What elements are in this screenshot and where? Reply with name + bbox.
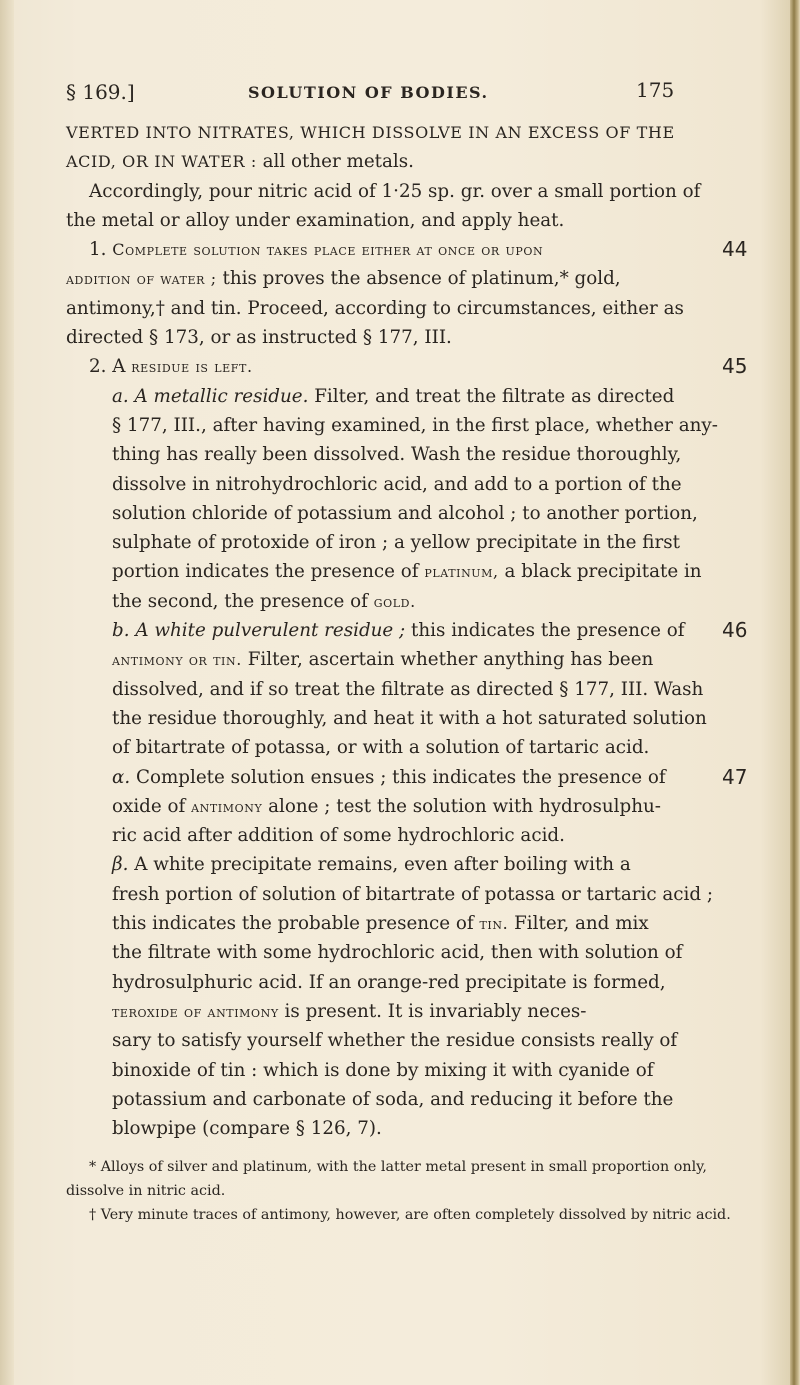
text-line	[66, 763, 748, 792]
text-line	[66, 528, 722, 557]
margin-number: 46	[722, 618, 748, 643]
small-caps-text: teroxide of antimony	[112, 1001, 279, 1021]
text-segment: alone ; test the solution with hydrosulphu-	[262, 795, 661, 817]
text-segment: this indicates the presence of	[405, 620, 685, 642]
text-segment: of bitartrate of potassa, or with a solution of tartaric acid.	[112, 737, 650, 759]
text-segment: Filter, ascertain whether anything has been	[241, 649, 654, 671]
text-segment: thing has really been dissolved. Wash the residue thoroughly,	[112, 444, 682, 466]
text-segment: directed § 173, or as instructed § 177, III.	[66, 327, 452, 349]
text-line	[66, 1114, 722, 1143]
text-segment: potassium and carbonate of soda, and reducing it before the	[112, 1088, 674, 1110]
text-line	[66, 880, 722, 909]
text-line	[66, 177, 722, 206]
running-head	[0, 80, 800, 106]
italic-text: β.	[112, 854, 129, 876]
text-line	[66, 909, 722, 938]
margin-number: 47	[722, 764, 748, 789]
text-segment: binoxide of tin : which is done by mixing it with cyanide of	[112, 1059, 654, 1081]
text-segment: A white precipitate remains, even after boiling with a	[128, 854, 631, 876]
small-caps-text: addition of water ;	[66, 269, 217, 289]
text-line	[66, 1056, 722, 1085]
text-segment: dissolve in nitrohydrochloric acid, and add to a portion of the	[112, 473, 682, 495]
text-segment: hydrosulphuric acid. If an orange-red precipitate is formed,	[112, 971, 666, 993]
text-segment: antimony,† and tin. Proceed, according to circumstances, either as	[66, 297, 684, 319]
text-segment: fresh portion of solution of bitartrate of potassa or tartaric acid ;	[112, 883, 714, 905]
small-caps-text: Complete solution takes place either at once or upon	[112, 240, 544, 260]
page-number: 175	[636, 78, 675, 102]
text-segment: a black precipitate in	[498, 561, 702, 583]
text-line	[66, 235, 748, 264]
text-segment: Filter, and treat the filtrate as directed	[308, 385, 675, 407]
page-gutter-shadow	[0, 0, 14, 1385]
small-caps-text: residue is left.	[131, 357, 253, 377]
italic-text: α.	[112, 766, 131, 788]
text-segment: this proves the absence of platinum,* gold,	[216, 268, 621, 290]
text-line	[66, 411, 722, 440]
small-caps-text: antimony or tin.	[112, 650, 242, 670]
body-text	[66, 118, 748, 1227]
text-line	[66, 382, 722, 411]
text-segment: the second, the presence of	[112, 590, 374, 612]
text-segment: dissolved, and if so treat the filtrate as directed § 177, III. Wash	[112, 678, 704, 700]
text-line	[66, 616, 748, 645]
small-caps-text: tin.	[479, 914, 509, 934]
text-line	[66, 792, 722, 821]
text-segment: § 177, III., after having examined, in the first place, whether any-	[112, 414, 718, 436]
margin-number: 44	[722, 237, 748, 262]
text-line	[66, 733, 722, 762]
text-line	[66, 675, 722, 704]
page-edge	[790, 0, 800, 1385]
small-caps-text: ACID, OR IN WATER :	[66, 152, 257, 172]
text-line	[66, 294, 722, 323]
footnote: dissolve in nitric acid.	[66, 1183, 226, 1200]
text-segment: the residue thoroughly, and heat it with a hot saturated solution	[112, 707, 707, 729]
text-segment: Filter, and mix	[508, 913, 649, 935]
small-caps-text: platinum,	[424, 562, 499, 582]
text-line	[66, 557, 722, 586]
text-line	[66, 1026, 722, 1055]
text-segment: all other metals.	[256, 151, 414, 173]
text-line	[66, 118, 722, 147]
text-line	[66, 499, 722, 528]
small-caps-text: antimony	[191, 796, 263, 816]
margin-number: 45	[722, 354, 748, 379]
text-segment: is present. It is invariably neces-	[278, 1000, 587, 1022]
text-line	[66, 206, 722, 235]
text-segment: blowpipe (compare § 126, 7).	[112, 1118, 382, 1140]
text-segment: Complete solution ensues ; this indicates the presence of	[130, 766, 666, 788]
text-segment: ric acid after addition of some hydrochloric acid.	[112, 825, 565, 847]
page-title: SOLUTION OF BODIES.	[248, 83, 489, 102]
text-line	[66, 440, 722, 469]
text-line	[66, 323, 722, 352]
text-segment: solution chloride of potassium and alcohol ; to another portion,	[112, 502, 698, 524]
small-caps-text: gold.	[373, 591, 416, 611]
text-line	[66, 821, 722, 850]
text-line	[66, 704, 722, 733]
text-line	[66, 997, 722, 1026]
text-line	[66, 645, 722, 674]
text-line	[66, 850, 722, 879]
text-line	[66, 147, 722, 176]
text-line	[66, 968, 722, 997]
text-segment: sulphate of protoxide of iron ; a yellow precipitate in the first	[112, 532, 680, 554]
text-line	[66, 264, 722, 293]
text-line	[66, 352, 748, 381]
italic-text: b. A white pulverulent residue ;	[112, 620, 406, 642]
text-segment: 1.	[89, 239, 113, 261]
text-line	[66, 470, 722, 499]
footnote: * Alloys of silver and platinum, with the latter metal present in small proportion only,	[89, 1159, 707, 1176]
text-segment: the filtrate with some hydrochloric acid, then with solution of	[112, 942, 683, 964]
text-segment: the metal or alloy under examination, and apply heat.	[66, 209, 565, 231]
text-line	[66, 587, 722, 616]
text-segment: oxide of	[112, 795, 192, 817]
section-reference: § 169.]	[66, 80, 135, 104]
text-segment: this indicates the probable presence of	[112, 913, 480, 935]
text-line	[66, 1085, 722, 1114]
italic-text: a. A metallic residue.	[112, 385, 309, 407]
small-caps-text: VERTED INTO NITRATES, WHICH DISSOLVE IN AN EXCESS OF THE	[66, 123, 675, 142]
footnote: † Very minute traces of antimony, however, are often completely dissolved by nitric acid.	[89, 1207, 731, 1224]
text-segment: Accordingly, pour nitric acid of 1·25 sp. gr. over a small portion of	[89, 180, 701, 202]
text-segment: portion indicates the presence of	[112, 561, 425, 583]
text-segment: 2. A	[89, 356, 132, 378]
text-line	[66, 938, 722, 967]
text-segment: sary to satisfy yourself whether the residue consists really of	[112, 1030, 678, 1052]
